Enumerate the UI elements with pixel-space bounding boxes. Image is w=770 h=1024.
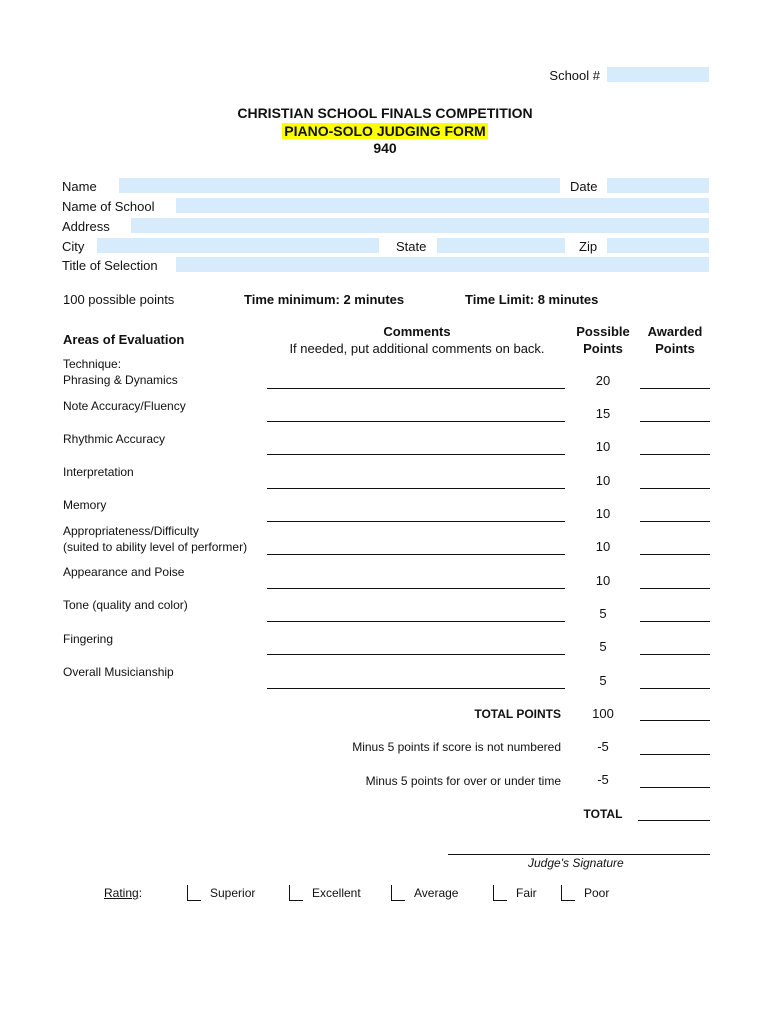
rating-checkbox-fair[interactable] (493, 885, 507, 901)
minus-numbered-awarded-line[interactable] (640, 754, 710, 755)
state-field[interactable] (437, 238, 565, 253)
awarded-points-line[interactable] (640, 454, 710, 455)
criterion-label: Rhythmic Accuracy (63, 432, 166, 446)
school-number-field[interactable] (607, 67, 709, 82)
school-name-label: Name of School (62, 199, 155, 214)
possible-points-value: 10 (595, 506, 611, 521)
zip-field[interactable] (607, 238, 709, 253)
criterion-sublabel: (suited to ability level of performer) (63, 540, 248, 554)
address-field[interactable] (131, 218, 709, 233)
time-minimum: Time minimum: 2 minutes (244, 292, 405, 307)
comment-line[interactable] (267, 454, 565, 455)
criterion-label: Overall Musicianship (63, 665, 174, 679)
comment-line[interactable] (267, 421, 565, 422)
criterion-label: Tone (quality and color) (63, 598, 188, 612)
criterion-label: Appropriateness/Difficulty (63, 524, 199, 538)
possible-points-value: 10 (595, 573, 611, 588)
comment-line[interactable] (267, 688, 565, 689)
school-number-label: School # (549, 68, 600, 83)
awarded-points-line[interactable] (640, 388, 710, 389)
criterion-label: Memory (63, 498, 107, 512)
form-subtitle: PIANO-SOLO JUDGING FORM (284, 123, 486, 139)
awarded-header-2: Points (655, 341, 695, 356)
address-label: Address (62, 219, 110, 234)
city-field[interactable] (97, 238, 379, 253)
possible-points-value: 20 (595, 373, 611, 388)
criterion-label: Appearance and Poise (63, 565, 185, 579)
name-label: Name (62, 179, 97, 194)
rating-option-average: Average (414, 886, 459, 900)
possible-points-value: 5 (599, 673, 607, 688)
possible-points-value: 15 (595, 406, 611, 421)
awarded-points-line[interactable] (640, 654, 710, 655)
total-points-label: TOTAL POINTS (474, 707, 561, 721)
city-label: City (62, 239, 85, 254)
comment-line[interactable] (267, 488, 565, 489)
awarded-points-line[interactable] (640, 621, 710, 622)
minus-numbered-label: Minus 5 points if score is not numbered (352, 740, 561, 754)
comments-header: Comments (383, 324, 451, 339)
signature-line[interactable] (448, 854, 710, 855)
rating-checkbox-average[interactable] (391, 885, 405, 901)
form-code: 940 (373, 140, 397, 156)
rating-option-excellent: Excellent (312, 886, 361, 900)
total-awarded-line[interactable] (638, 820, 710, 821)
rating-checkbox-superior[interactable] (187, 885, 201, 901)
rating-option-superior: Superior (210, 886, 256, 900)
rating-option-fair: Fair (516, 886, 537, 900)
total-label: TOTAL (583, 807, 623, 821)
awarded-points-line[interactable] (640, 421, 710, 422)
rating-checkbox-excellent[interactable] (289, 885, 303, 901)
form-title: CHRISTIAN SCHOOL FINALS COMPETITION (237, 105, 533, 121)
criterion-sublabel: Phrasing & Dynamics (63, 373, 178, 387)
signature-label: Judge's Signature (528, 856, 624, 870)
minus-time-label: Minus 5 points for over or under time (365, 774, 561, 788)
awarded-points-line[interactable] (640, 588, 710, 589)
criterion-label: Fingering (63, 632, 114, 646)
possible-header-2: Points (583, 341, 623, 356)
minus-time-value: -5 (597, 772, 609, 787)
rating-checkbox-poor[interactable] (561, 885, 575, 901)
criterion-label: Technique: (63, 357, 122, 371)
comment-line[interactable] (267, 621, 565, 622)
total-points-value: 100 (592, 706, 614, 721)
comment-line[interactable] (267, 588, 565, 589)
possible-points-value: 10 (595, 539, 611, 554)
possible-points-value: 10 (595, 439, 611, 454)
awarded-points-line[interactable] (640, 688, 710, 689)
date-field[interactable] (607, 178, 709, 193)
criterion-label: Note Accuracy/Fluency (63, 399, 186, 413)
awarded-points-line[interactable] (640, 554, 710, 555)
comment-line[interactable] (267, 521, 565, 522)
awarded-points-line[interactable] (640, 521, 710, 522)
possible-header: Possible (576, 324, 630, 339)
school-name-field[interactable] (176, 198, 709, 213)
rating-label: Rating: (104, 886, 143, 900)
comment-line[interactable] (267, 654, 565, 655)
state-label: State (396, 239, 427, 254)
awarded-points-line[interactable] (640, 488, 710, 489)
date-label: Date (570, 179, 598, 194)
areas-header: Areas of Evaluation (63, 332, 185, 347)
possible-points-value: 5 (599, 639, 607, 654)
comment-line[interactable] (267, 388, 565, 389)
selection-title-field[interactable] (176, 257, 709, 272)
minus-numbered-value: -5 (597, 739, 609, 754)
comments-note: If needed, put additional comments on back. (289, 341, 545, 356)
selection-title-label: Title of Selection (62, 258, 158, 273)
time-limit: Time Limit: 8 minutes (465, 292, 599, 307)
total-points-awarded-line[interactable] (640, 720, 710, 721)
awarded-header: Awarded (647, 324, 703, 339)
possible-points-value: 10 (595, 473, 611, 488)
comment-line[interactable] (267, 554, 565, 555)
possible-points-value: 5 (599, 606, 607, 621)
name-field[interactable] (119, 178, 560, 193)
possible-points-note: 100 possible points (63, 292, 175, 307)
rating-option-poor: Poor (584, 886, 610, 900)
zip-label: Zip (579, 239, 598, 254)
minus-time-awarded-line[interactable] (640, 787, 710, 788)
criterion-label: Interpretation (63, 465, 134, 479)
